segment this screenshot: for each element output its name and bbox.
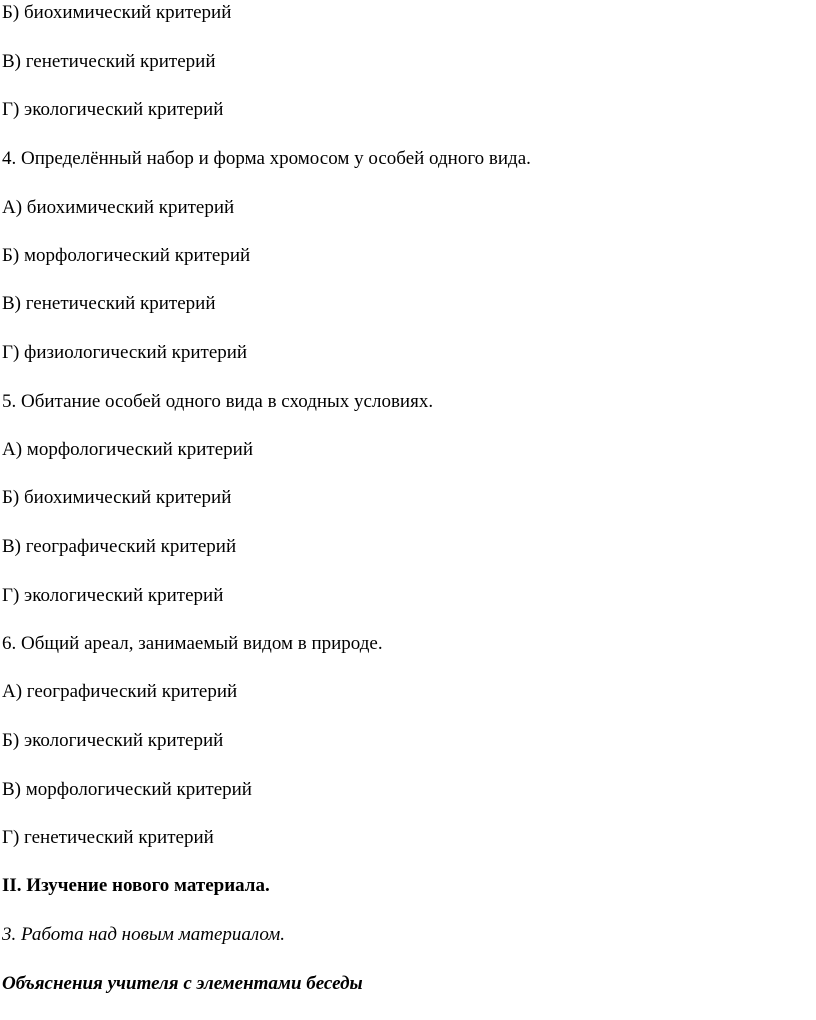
q6-option-b: Б) экологический критерий: [2, 730, 224, 751]
q5-option-a: А) морфологический критерий: [2, 439, 254, 460]
q5-option-b: Б) биохимический критерий: [2, 487, 232, 508]
q3-option-c: В) генетический критерий: [2, 51, 216, 72]
q3-option-b: Б) биохимический критерий: [2, 2, 232, 23]
q4-option-a: А) биохимический критерий: [2, 197, 235, 218]
subsection-heading: 3. Работа над новым материалом.: [2, 924, 286, 945]
q4-question: 4. Определённый набор и форма хромосом у особей одного вида.: [2, 148, 531, 169]
q4-option-b: Б) морфологический критерий: [2, 245, 251, 266]
q6-option-a: А) географический критерий: [2, 681, 238, 702]
q3-option-d: Г) экологический критерий: [2, 99, 224, 120]
q5-option-c: В) географический критерий: [2, 536, 237, 557]
q4-option-d: Г) физиологический критерий: [2, 342, 248, 363]
q6-question: 6. Общий ареал, занимаемый видом в природе.: [2, 633, 383, 654]
q6-option-c: В) морфологический критерий: [2, 779, 252, 800]
q4-option-c: В) генетический критерий: [2, 293, 216, 314]
q5-option-d: Г) экологический критерий: [2, 585, 224, 606]
section-heading: II. Изучение нового материала.: [2, 875, 270, 896]
q5-question: 5. Обитание особей одного вида в сходных условиях.: [2, 391, 434, 412]
activity-heading: Объяснения учителя с элементами беседы: [2, 973, 363, 994]
q6-option-d: Г) генетический критерий: [2, 827, 214, 848]
